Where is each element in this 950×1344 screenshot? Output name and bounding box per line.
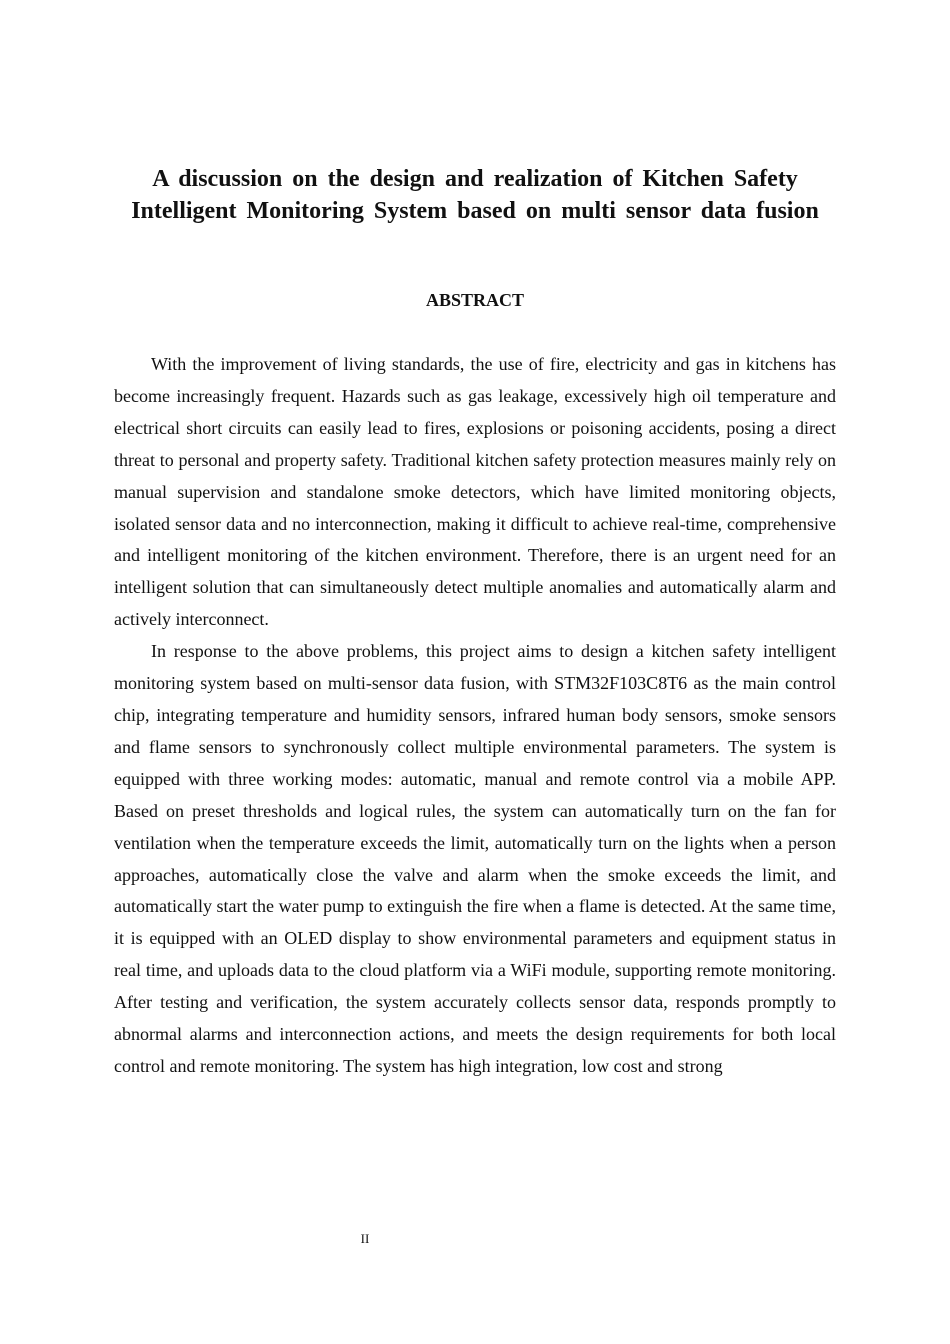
paper-title: A discussion on the design and realization of Kitchen Safety Intelligent Monitoring System based on multi sensor data fusion <box>131 166 819 224</box>
abstract-body <box>114 349 836 1180</box>
abstract-heading: ABSTRACT <box>425 290 525 310</box>
abstract-paragraph: With the improvement of living standards, the use of fire, electricity and gas in kitchens has become increasingly frequent. Hazards such as gas leakage, excessively high oil temperature and electrical short circuits can easily lead to fires, explosions or poisoning accidents, posing a direct threat to personal and property safety. Traditional kitchen safety protection measures mainly rely on manual supervision and standalone smoke detectors, which have limited monitoring objects, isolated sensor data and no interconnection, making it difficult to achieve real-time, comprehensive and intelligent monitoring of the kitchen environment. Therefore, there is an urgent need for an intelligent solution that can simultaneously detect multiple anomalies and automatically alarm and actively interconnect. <box>114 354 836 630</box>
abstract-paragraph: In response to the above problems, this project aims to design a kitchen safety intelligent monitoring system based on multi-sensor data fusion, with STM32F103C8T6 as the main control chip, integrating temperature and humidity sensors, infrared human body sensors, smoke sensors and flame sensors to synchronously collect multiple environmental parameters. The system is equipped with three working modes: automatic, manual and remote control via a mobile APP. Based on preset thresholds and logical rules, the system can automatically turn on the fan for ventilation when the temperature exceeds the limit, automatically turn on the lights when a person approaches, automatically close the valve and alarm when the smoke exceeds the limit, and automatically start the water pump to extinguish the fire when a flame is detected. At the same time, it is equipped with an OLED display to show environmental parameters and equipment status in real time, and uploads data to the cloud platform via a WiFi module, supporting remote monitoring. After testing and verification, the system accurately collects sensor data, responds promptly to abnormal alarms and interconnection actions, and meets the design requirements for both local control and remote monitoring. The system has high integration, low cost and strong <box>114 641 836 1076</box>
page-number: II <box>360 1231 370 1246</box>
